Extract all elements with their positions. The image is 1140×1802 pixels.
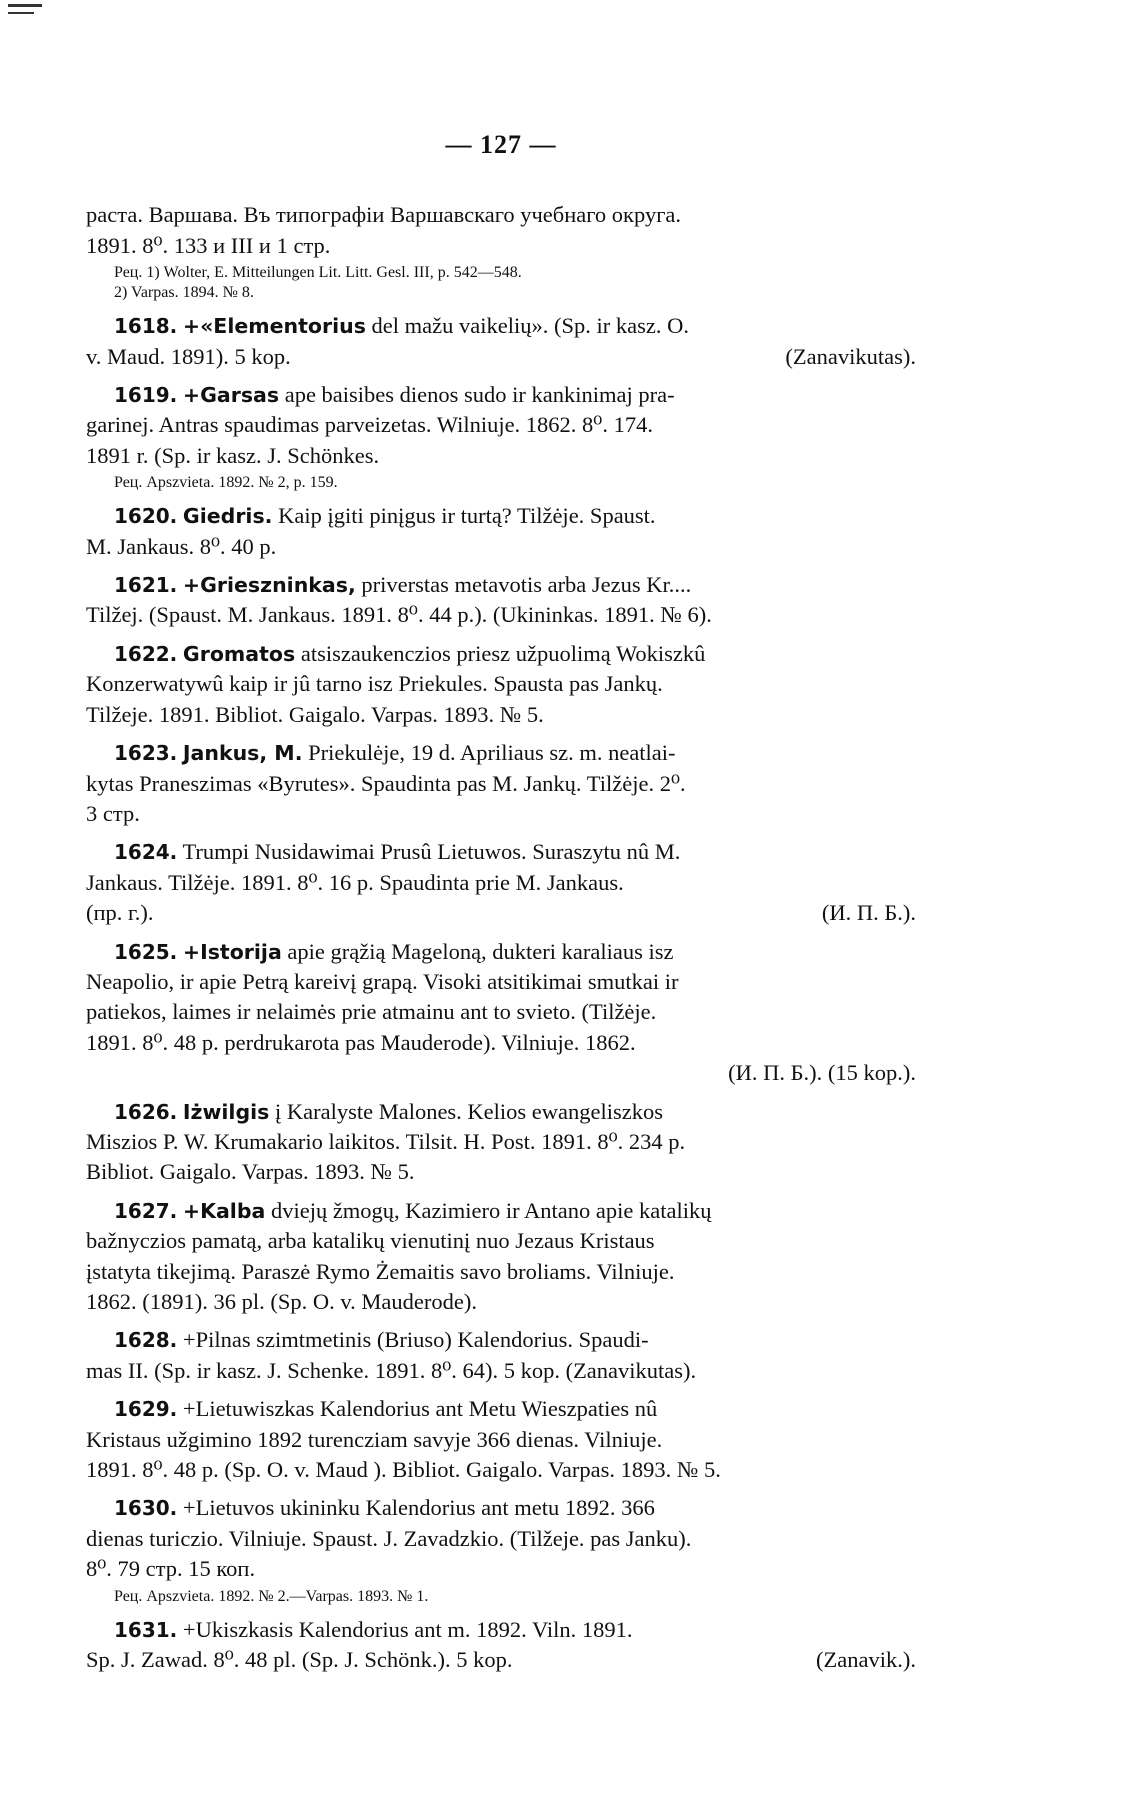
bibliography-entry [86,1615,916,1676]
entry-line [86,669,916,699]
entry-line [86,769,916,799]
scan-speck [8,12,34,14]
entry-text: Neapolio, ir apie Petrą kareivį grapą. Visoki atsitikimai smutkai ir [86,968,679,994]
entry-text: apie grąžią Mageloną, dukteri karaliaus isz [287,938,674,964]
entry-heading: +Grieszninkas, [182,573,356,598]
entry-heading: +«Elementorius [182,314,366,339]
entry-text: Jankaus. Tilžėje. 1891. 8⁰. 16 p. Spaudinta prie M. Jankaus. [86,869,624,895]
entry-line [86,311,916,341]
entry-line [86,1226,916,1256]
entry-line [86,1097,916,1127]
entry-line [86,1425,916,1455]
entry-text-left: Sp. J. Zawad. 8⁰. 48 pl. (Sp. J. Schönk.). 5 kop. [86,1647,513,1673]
entry-line [86,1645,916,1675]
entry-heading: Gromatos [182,641,296,666]
entry-line [86,1554,916,1584]
entry-number: 1626. [114,1099,178,1124]
entry-text: ape baisibes dienos sudo ir kankinimaj pra- [284,382,675,408]
entry-text: Tilžeje. 1891. Bibliot. Gaigalo. Varpas. 1893. № 5. [86,701,544,727]
entry-text-right: (Zanavik.). [816,1647,916,1673]
bibliography-entry [86,311,916,372]
entry-heading: Giedris. [182,504,273,529]
entry-text: 1891. 8⁰. 48 p. perdrukarota pas Mauderode). Vilniuje. 1862. [86,1029,636,1055]
entry-line [86,1493,916,1523]
entry-line [86,570,916,600]
entry-line [86,1196,916,1226]
review-line: Рец. Apszvieta. 1892. № 2.—Varpas. 1893. № 1. [114,1587,429,1605]
entry-text: Priekulėje, 19 d. Apriliaus sz. m. neatlai- [308,740,676,766]
entry-text: įstatyta tikejimą. Paraszė Rymo Żemaitis savo broliams. Vilniuje. [86,1258,675,1284]
entry-line [86,868,916,898]
entry-line [86,639,916,669]
review-line: 2) Varpas. 1894. № 8. [114,284,254,302]
entry-text: garinej. Antras spaudimas parveizetas. Wilniuje. 1862. 8⁰. 174. [86,412,653,438]
entry-line [86,1615,916,1645]
entry-text: +Ukiszkasis Kalendorius ant m. 1892. Viln. 1891. [182,1616,633,1642]
entry-text: bažnyczios pamatą, arba katalikų vienutinį nuo Jezaus Kristaus [86,1228,655,1254]
entry-text: M. Jankaus. 8⁰. 40 p. [86,533,277,559]
bibliography-entry [86,837,916,928]
entry-text: Miszios P. W. Krumakario laikitos. Tilsit. H. Post. 1891. 8⁰. 234 p. [86,1128,686,1154]
entry-line [86,380,916,410]
entry-text: del mažu vaikelių». (Sp. ir kasz. O. [371,313,689,339]
entry-line [86,997,916,1027]
entry-line [86,738,916,768]
entry-line [86,1455,916,1485]
bibliography-entry [86,380,916,471]
entry-text: +Pilnas szimtmetinis (Briuso) Kalendorius. Spaudi- [182,1327,649,1353]
bibliography-entry [86,1097,916,1188]
entry-number: 1630. [114,1496,178,1521]
entry-text: priverstas metavotis arba Jezus Kr.... [361,572,692,598]
entry-text: Tilžej. (Spaust. M. Jankaus. 1891. 8⁰. 44 p.). (Ukininkas. 1891. № 6). [86,602,712,628]
intro-line: 1891. 8⁰. 133 и III и 1 стр. [86,232,331,258]
entry-number: 1619. [114,383,178,408]
entry-line [86,1356,916,1386]
entry-text: kytas Praneszimas «Byrutes». Spaudinta pas M. Jankų. Tilžėje. 2⁰. [86,770,686,796]
entries-list [86,311,916,1675]
entry-number: 1622. [114,641,178,666]
entry-line [86,1325,916,1355]
entry-heading: +Istorija [182,939,282,964]
entry-heading: +Kalba [182,1198,266,1223]
entry-text-right: (Zanavikutas). [785,343,916,369]
entry-line [86,410,916,440]
review-block [86,263,916,303]
entry-number: 1631. [114,1617,178,1642]
entry-line [86,1257,916,1287]
intro-entry [86,200,916,261]
entry-text: Trumpi Nusidawimai Prusû Lietuwos. Suraszytu nû M. [182,839,681,865]
entry-heading: +Garsas [182,383,280,408]
entry-line [86,1058,916,1088]
entry-line [86,1127,916,1157]
entry-text: 8⁰. 79 стр. 15 коп. [86,1556,256,1582]
entry-line [86,342,916,372]
bibliography-entry [86,1196,916,1318]
entry-line [86,1157,916,1187]
bibliography-entry [86,501,916,562]
entry-text-right: (И. П. Б.). (15 kop.). [728,1060,916,1086]
page [86,0,916,1675]
entry-line [86,967,916,997]
page-number: — 127 — [445,130,557,159]
entry-line [86,898,916,928]
scan-speck [8,4,42,7]
entry-text-left: (пр. г.). [86,900,154,926]
entry-text: dienas turiczio. Vilniuje. Spaust. J. Zavadzkio. (Tilžeje. pas Janku). [86,1525,692,1551]
entry-text: mas II. (Sp. ir kasz. J. Schenke. 1891. 8⁰. 64). 5 kop. (Zanavikutas). [86,1357,697,1383]
entry-text: 3 стр. [86,800,140,826]
entry-line [86,600,916,630]
entry-line [86,799,916,829]
entry-number: 1628. [114,1328,178,1353]
entry-text: Konzerwatywû kaip ir jû tarno isz Priekules. Spausta pas Jankų. [86,671,663,697]
entry-text: Kristaus užgimino 1892 turencziam savyje 366 dienas. Vilniuje. [86,1426,663,1452]
entry-number: 1618. [114,314,178,339]
entry-text: patiekos, laimes ir nelaimės prie atmainu ant to svieto. (Tilžėje. [86,999,657,1025]
bibliography-entry [86,1493,916,1584]
entry-line [86,1394,916,1424]
entry-line [86,1524,916,1554]
entry-text: Kaip įgiti pinįgus ir turtą? Tilžėje. Spaust. [278,503,656,529]
entry-text: Bibliot. Gaigalo. Varpas. 1893. № 5. [86,1159,415,1185]
entry-number: 1621. [114,573,178,598]
bibliography-entry [86,1325,916,1386]
entry-number: 1625. [114,939,178,964]
entry-number: 1624. [114,840,178,865]
entry-line [86,501,916,531]
entry-text-left: v. Maud. 1891). 5 kop. [86,343,291,369]
entry-line [86,532,916,562]
entry-number: 1629. [114,1397,178,1422]
bibliography-entry [86,937,916,1089]
entry-text-right: (И. П. Б.). [821,900,916,926]
entry-line [86,1287,916,1317]
entry-number: 1620. [114,504,178,529]
review-line: Рец. 1) Wolter, E. Mitteilungen Lit. Litt. Gesl. III, p. 542—548. [114,264,522,282]
entry-heading: Jankus, M. [182,741,303,766]
entry-text: 1862. (1891). 36 pl. (Sp. O. v. Mauderode). [86,1289,477,1314]
entry-text: į Karalyste Malones. Kelios ewangeliszkos [274,1098,664,1124]
entry-line [86,1028,916,1058]
entry-text: +Lietuwiszkas Kalendorius ant Metu Wieszpaties nû [182,1396,658,1422]
entry-line [86,837,916,867]
bibliography-entry [86,738,916,829]
entry-text: 1891. 8⁰. 48 p. (Sp. O. v. Maud ). Bibliot. Gaigalo. Varpas. 1893. № 5. [86,1457,721,1483]
entry-text: +Lietuvos ukininku Kalendorius ant metu 1892. 366 [182,1495,655,1521]
bibliography-entry [86,570,916,631]
entry-line [86,700,916,730]
bibliography-entry [86,639,916,730]
entry-text: 1891 r. (Sp. ir kasz. J. Schönkes. [86,442,380,468]
entry-line [86,937,916,967]
intro-line: pacта. Варшава. Въ типографіи Варшавскаго учебнаго округа. [86,202,682,228]
entry-line [86,441,916,471]
entry-text: atsiszaukenczios priesz užpuolimą Wokiszkû [300,640,706,666]
bibliography-entry [86,1394,916,1485]
entry-number: 1627. [114,1198,178,1223]
entry-text: dviejų žmogų, Kazimiero ir Antano apie katalikų [270,1197,712,1223]
entry-heading: Iżwilgis [182,1099,270,1124]
review-line: Рец. Apszvieta. 1892. № 2, p. 159. [114,474,338,492]
entry-number: 1623. [114,741,178,766]
